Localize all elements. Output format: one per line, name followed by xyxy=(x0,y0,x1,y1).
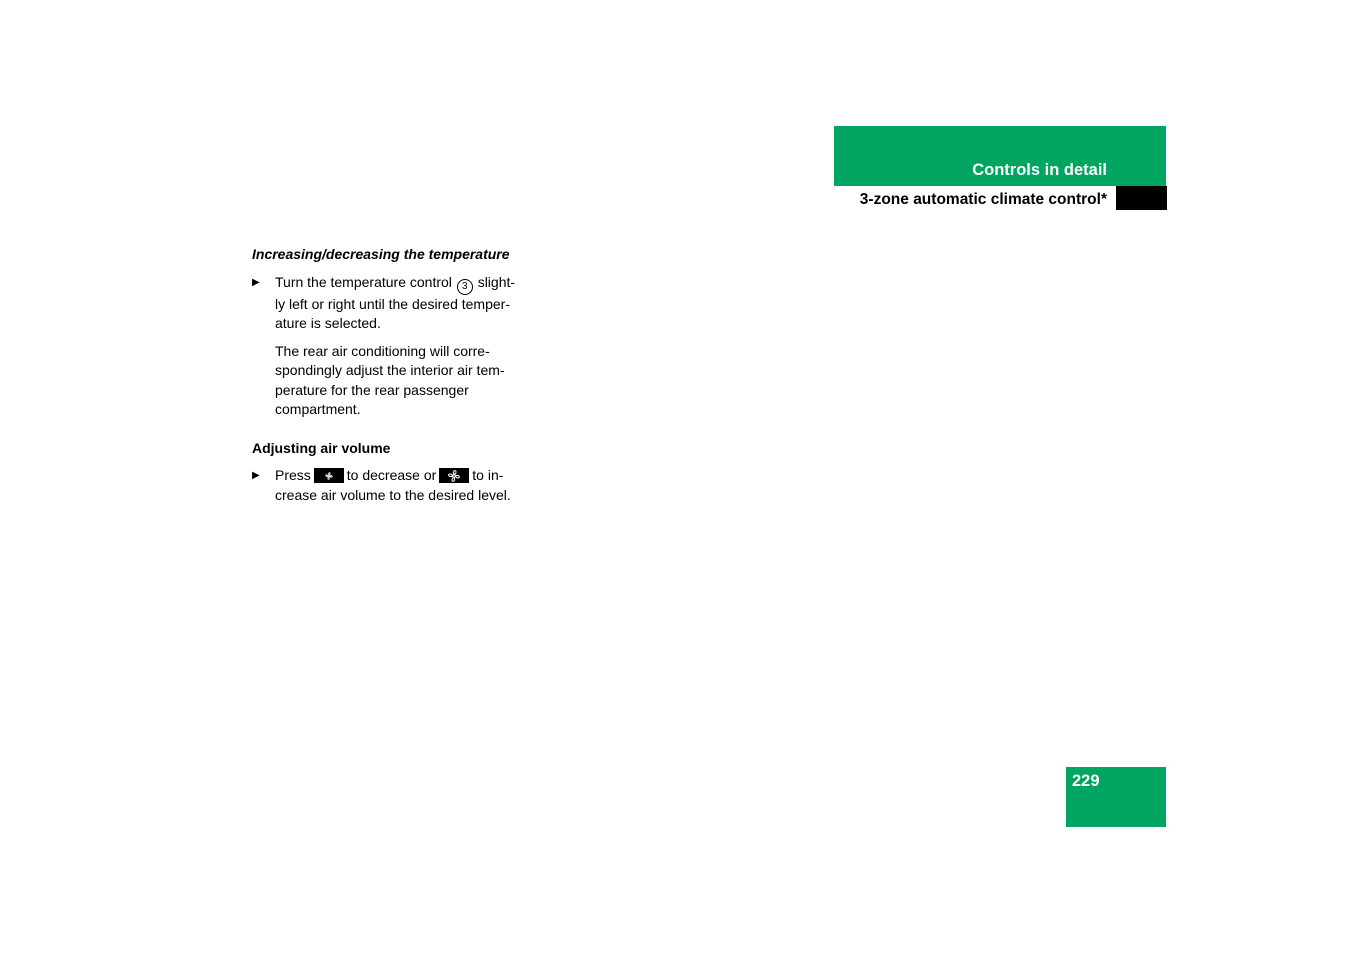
step-line: ature is selected. xyxy=(275,315,381,331)
temperature-note xyxy=(275,342,542,420)
arrow-bullet-icon: ▶ xyxy=(252,276,260,288)
arrow-bullet-icon: ▶ xyxy=(252,470,260,481)
fan-small-icon xyxy=(314,468,344,483)
air-volume-step xyxy=(252,466,542,505)
note-line: The rear air conditioning will corre- xyxy=(275,342,490,359)
note-line: compartment. xyxy=(275,401,361,417)
page-number: 229 xyxy=(1072,772,1100,790)
subsection-title: 3-zone automatic climate control* xyxy=(859,191,1107,208)
section-title: Controls in detail xyxy=(972,161,1107,179)
note-line: perature for the rear passenger xyxy=(275,381,469,398)
step-line: ly left or right until the desired temper- xyxy=(275,295,510,312)
main-content xyxy=(252,245,542,505)
circled-number-icon: 3 xyxy=(457,279,473,295)
temperature-step xyxy=(252,273,542,334)
air-volume-heading: Adjusting air volume xyxy=(252,439,391,456)
step-line: Turn the temperature control 3 slight- xyxy=(275,273,542,295)
section-header-bar xyxy=(834,126,1166,186)
thumb-tab-marker xyxy=(1116,186,1167,210)
step-line: crease air volume to the desired level. xyxy=(275,486,511,503)
step-line: Press to decrease or to in- xyxy=(275,467,504,483)
temperature-heading: Increasing/decreasing the temperature xyxy=(252,246,510,262)
note-line: spondingly adjust the interior air tem- xyxy=(275,362,505,378)
page-number-box xyxy=(1066,767,1166,827)
fan-large-icon xyxy=(439,468,469,483)
